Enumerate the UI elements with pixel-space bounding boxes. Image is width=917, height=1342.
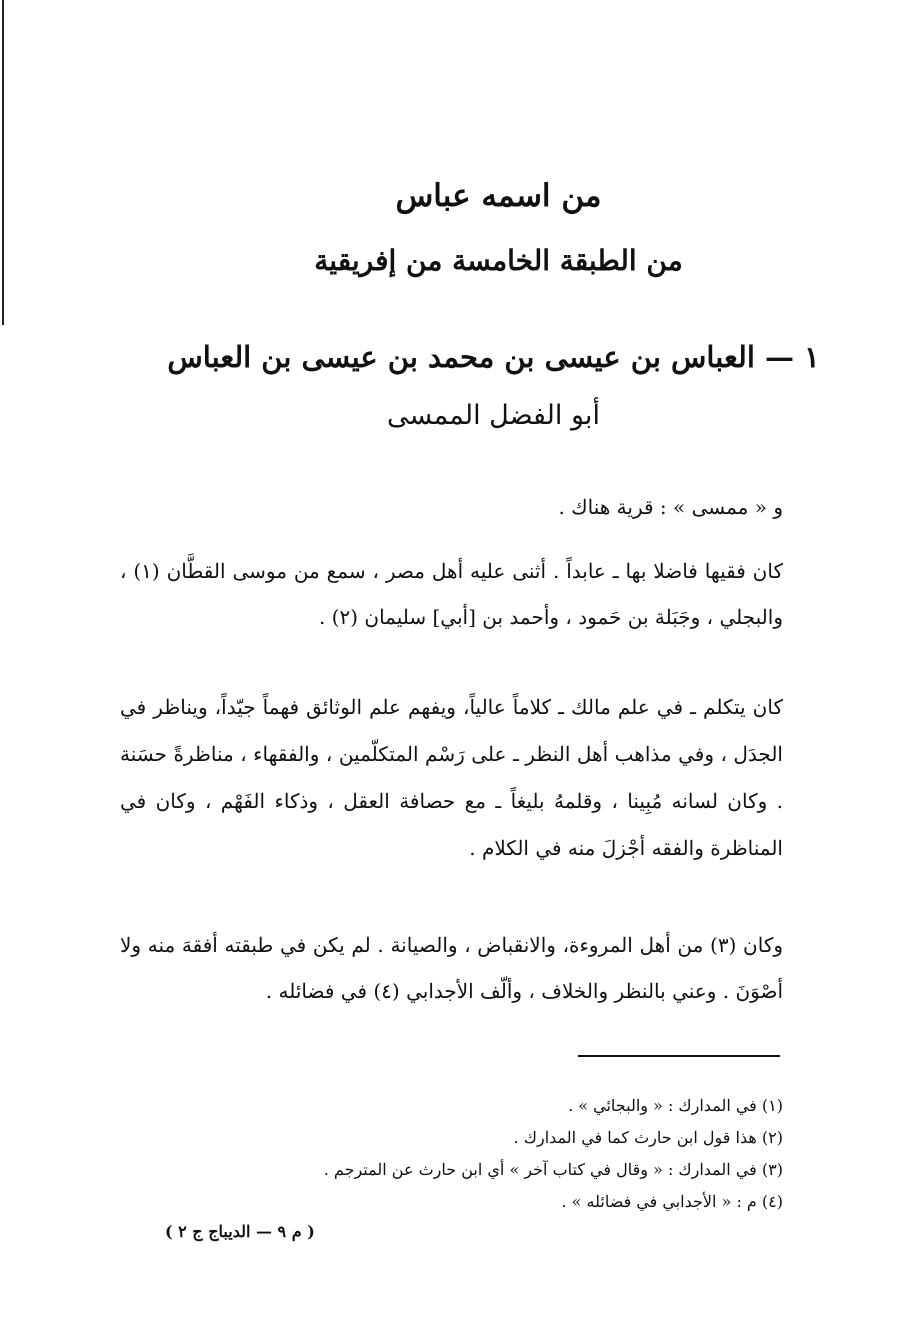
paragraph-biography: كان فقيها فاضلا بها ـ عابداً . أثنى عليه أهل مصر ، سمع من موسى القطَّان (١) ، والبجلي ، وجَبَلة بن حَمود ، وأحمد بن [أبي] سليمان (٢) . [120, 559, 783, 629]
footnotes-list [140, 1090, 783, 1218]
entry-kunya: أبو الفضل الممسى [387, 400, 600, 431]
footnote-item: (٢) هذا قول ابن حارث كما في المدارك . [513, 1128, 783, 1147]
footnote-item: (١) في المدارك : « والبجائي » . [568, 1096, 783, 1115]
paragraph-character: وكان (٣) من أهل المروءة، والانقباض ، والصيانة . لم يكن في طبقته أفقهَ منه ولا أصْوَنَ . وعني بالنظر والخلاف ، وألّف الأجدابي (٤) في فضائله . [120, 933, 784, 1003]
page-edge-line [2, 0, 4, 325]
footnote-separator [578, 1055, 780, 1057]
footnote-item: (٣) في المدارك : « وقال في كتاب آخر » أي ابن حارث عن المترجم . [323, 1160, 783, 1179]
entry-heading: ١ — العباس بن عيسى بن محمد بن عيسى بن العباس [167, 340, 820, 374]
section-subtitle: من الطبقة الخامسة من إفريقية [314, 244, 683, 277]
page-signature: ( م ٩ — الديباج ج ٢ ) [165, 1222, 315, 1241]
footnote-item: (٤) م : « الأجدابي في فضائله » . [561, 1192, 783, 1211]
paragraph-scholarship: كان يتكلم ـ في علم مالك ـ كلاماً عالياً، ويفهم علم الوثائق فهماً جيّداً، ويناظر في الجدَل ، وفي مذاهب أهل النظر ـ على رَسْم المتكلّمين ، والفقهاء ، مناظرةً حسَنة . وكان لسانه مُبِينا ، وقلمهُ بليغاً ـ مع حصافة العقل ، وذكاء الفَهْم ، وكان في المناظرة والفقه أجْزلَ منه في الكلام . [120, 695, 783, 860]
paragraph-place-note: و « ممسى » : قرية هناك . [558, 495, 783, 519]
section-title: من اسمه عباس [395, 178, 602, 214]
